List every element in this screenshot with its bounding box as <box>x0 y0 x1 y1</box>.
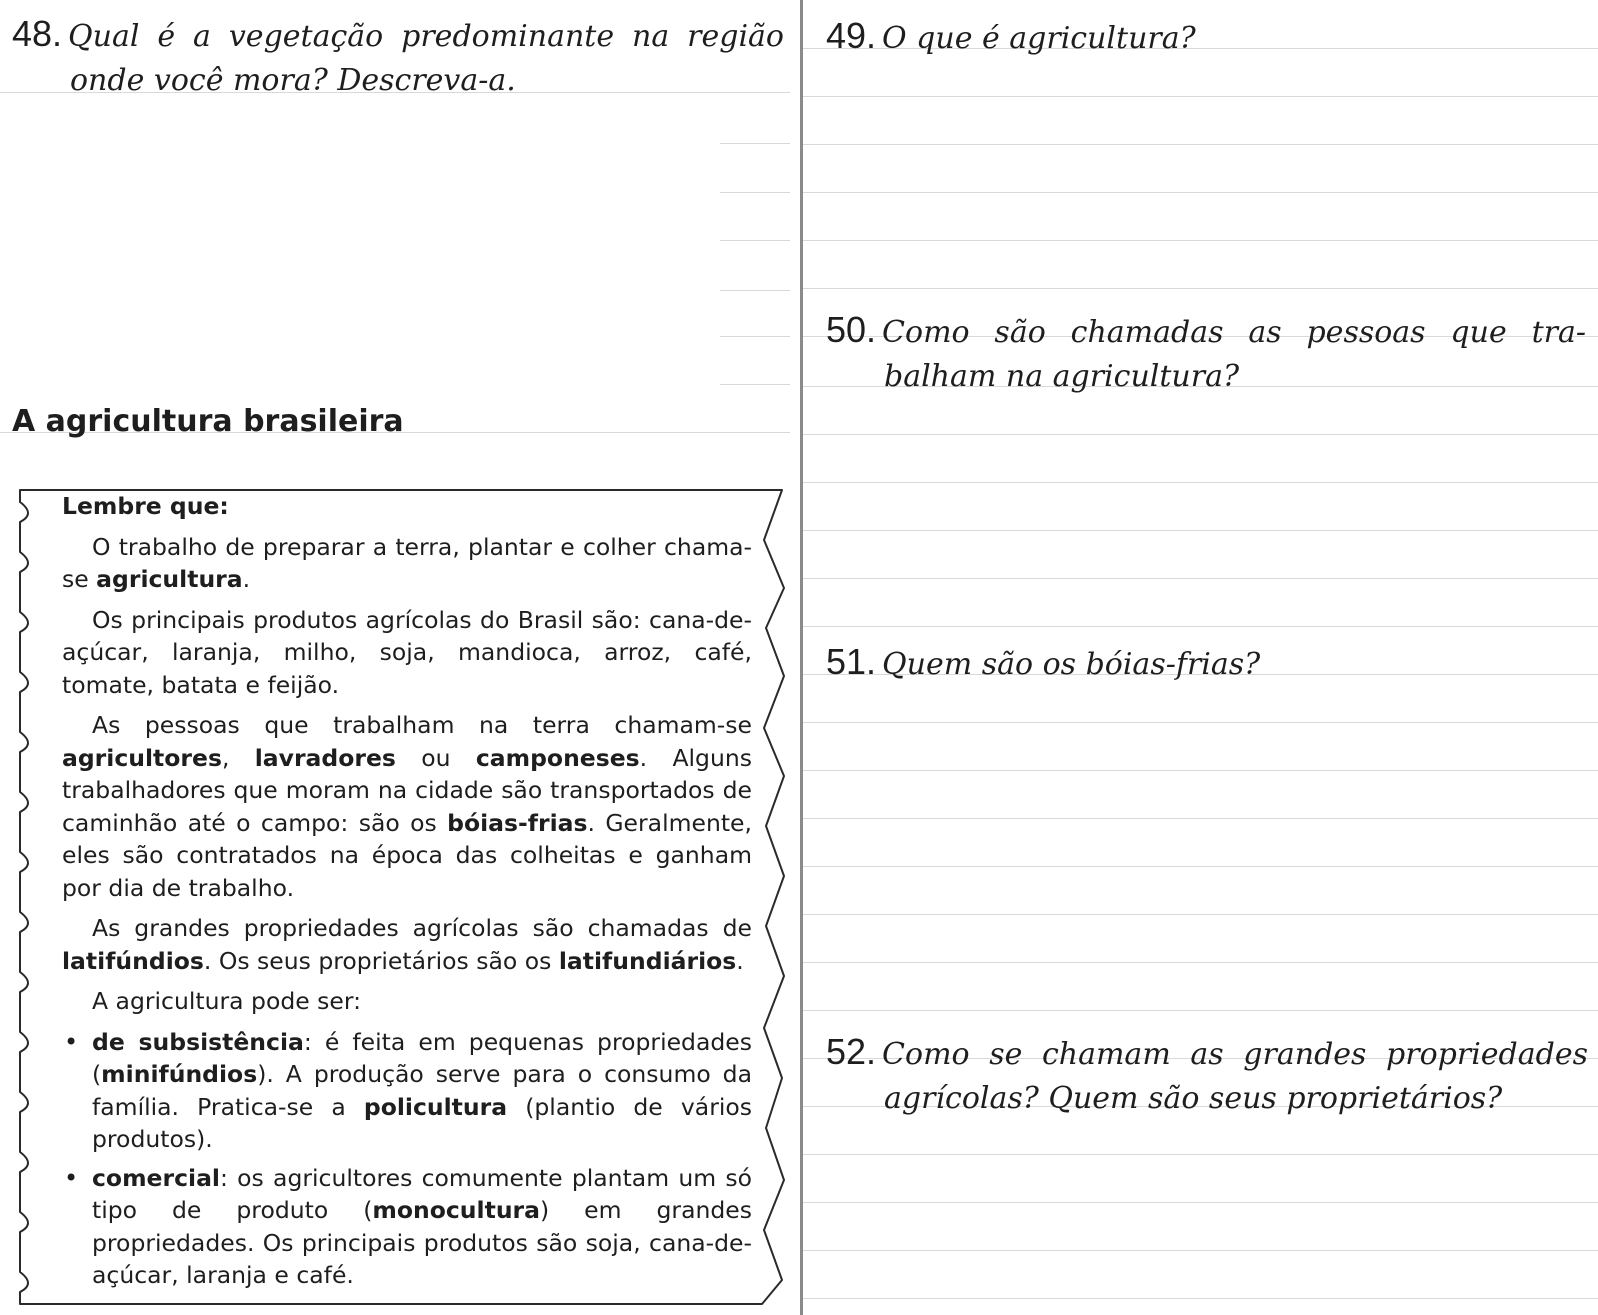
question-text-continued: agrícolas? Quem são seus proprietários? <box>884 1081 1503 1116</box>
text-run: As grandes propriedades agrícolas são chamadas de <box>92 914 752 942</box>
bold-term: de subsistência <box>92 1027 304 1056</box>
ruled-line <box>803 144 1598 145</box>
agriculture-types-list <box>62 1026 752 1292</box>
ruled-line <box>803 866 1598 867</box>
text-run: As pessoas que trabalham na terra chamam-se <box>92 711 752 739</box>
ruled-line <box>803 962 1598 963</box>
ruled-line <box>803 240 1598 241</box>
ruled-line <box>720 336 790 337</box>
question-text: Qual é a vegetação predominante na região <box>68 19 784 54</box>
question-52 <box>826 1030 1588 1121</box>
ruled-line <box>803 482 1598 483</box>
question-text: O que é agricultura? <box>882 21 1196 56</box>
ruled-line <box>803 288 1598 289</box>
question-text: Quem são os bóias-frias? <box>882 647 1261 682</box>
ruled-line <box>803 434 1598 435</box>
question-number: 48. <box>12 13 63 54</box>
text-run: O trabalho de preparar a terra, plantar e colher chama-se <box>62 532 752 593</box>
text-run: . <box>736 946 744 975</box>
ruled-line <box>720 143 790 144</box>
text-run: : é feita em pequenas propriedades ( <box>92 1027 752 1088</box>
question-text-continued: onde você mora? Descreva-a. <box>70 63 516 98</box>
reminder-paragraph <box>62 912 752 977</box>
ruled-line <box>803 1298 1598 1299</box>
text-run: (plantio de vários produtos). <box>92 1092 753 1153</box>
ruled-line <box>720 192 790 193</box>
bold-term: minifúndios <box>101 1060 258 1088</box>
bold-term: comercial <box>92 1163 220 1192</box>
reminder-heading: Lembre que: <box>62 492 229 520</box>
bold-term: bóias-frias <box>447 808 588 837</box>
ruled-line <box>803 1250 1598 1251</box>
ruled-line <box>803 96 1598 97</box>
ruled-line <box>803 530 1598 531</box>
question-51 <box>826 640 1260 687</box>
ruled-line <box>803 1202 1598 1203</box>
question-48 <box>12 12 784 103</box>
bold-term: monocultura <box>372 1196 541 1224</box>
question-50 <box>826 308 1586 399</box>
ruled-line <box>803 818 1598 819</box>
bold-term: policultura <box>363 1092 508 1121</box>
ruled-line <box>803 722 1598 723</box>
reminder-paragraph <box>62 709 752 904</box>
bold-term: latifúndios <box>62 946 204 975</box>
reminder-box <box>62 490 752 1298</box>
text-run: . Alguns trabalhadores que moram na cidade são transportados de caminhão até o campo: são os <box>62 743 752 837</box>
question-text: Como se chamam as grandes propriedades <box>882 1037 1588 1072</box>
ruled-line <box>803 192 1598 193</box>
bold-term: camponeses <box>475 743 640 772</box>
ruled-line <box>720 290 790 291</box>
question-number: 52. <box>826 1031 877 1072</box>
ruled-line <box>720 384 790 385</box>
reminder-paragraph <box>62 985 752 1018</box>
text-run: ). A produção serve para o consumo da família. Pratica-se a <box>92 1060 752 1121</box>
ruled-line <box>803 1010 1598 1011</box>
question-number: 51. <box>826 641 877 682</box>
text-run: . Geralmente, eles são contratados na época das colheitas e ganham por dia de trabalho. <box>62 808 752 902</box>
ruled-line <box>720 240 790 241</box>
text-run: : os agricultores comumente plantam um só tipo de produto ( <box>92 1163 752 1224</box>
text-run: . <box>242 565 251 593</box>
text-run: ou <box>395 743 476 772</box>
question-number: 49. <box>826 15 877 56</box>
text-run: . Os seus proprietários são os <box>203 946 559 975</box>
text-run: A agricultura pode ser: <box>92 987 362 1015</box>
bold-term: agricultura <box>96 565 243 593</box>
ruled-line <box>803 578 1598 579</box>
bold-term: agricultores <box>62 743 222 772</box>
question-49 <box>826 14 1196 61</box>
bold-term: lavradores <box>254 743 396 772</box>
list-item <box>62 1162 752 1292</box>
list-item <box>62 1026 752 1156</box>
question-text-continued: balham na agricultura? <box>884 359 1240 394</box>
bold-term: latifundiários <box>558 946 737 975</box>
ruled-line <box>803 1154 1598 1155</box>
ruled-line <box>803 914 1598 915</box>
ruled-line <box>803 626 1598 627</box>
question-number: 50. <box>826 309 877 350</box>
section-title: A agricultura brasileira <box>12 404 404 439</box>
question-text: Como são chamadas as pessoas que tra- <box>882 315 1586 350</box>
text-run: Os principais produtos agrícolas do Brasil são: cana-de-açúcar, laranja, milho, soja, mandioca, arroz, café, tomate, batata e feijão. <box>62 605 752 699</box>
column-divider <box>800 0 803 1315</box>
text-run: , <box>221 743 255 772</box>
text-run: ) em grandes propriedades. Os principais produtos são soja, cana-de-açúcar, laranja e café. <box>92 1196 752 1289</box>
reminder-paragraph <box>62 531 752 596</box>
ruled-line <box>803 770 1598 771</box>
reminder-paragraph <box>62 604 752 702</box>
